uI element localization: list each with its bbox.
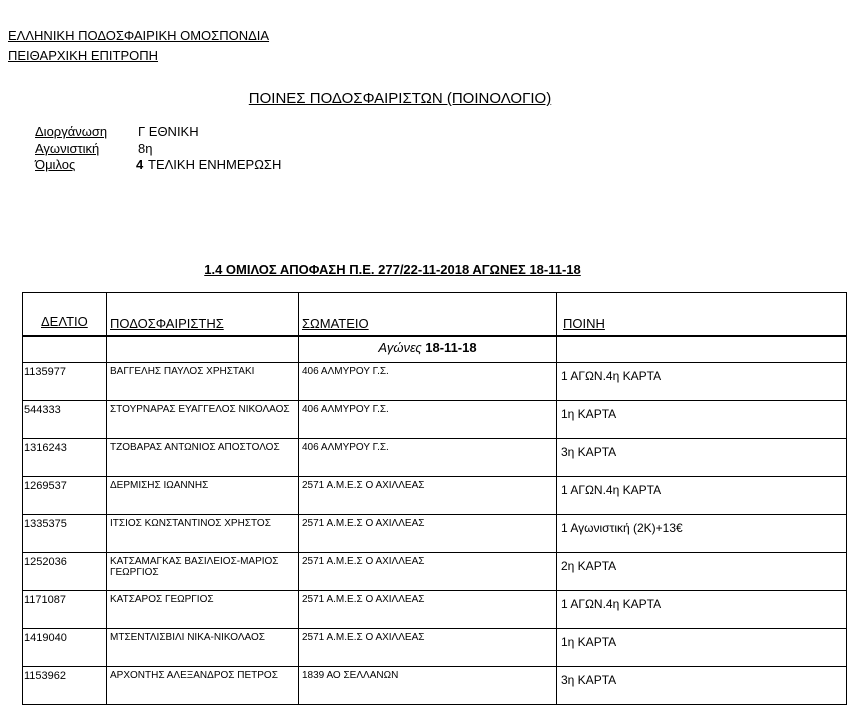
group-empty-cell	[23, 336, 107, 363]
group-number: 4	[136, 157, 144, 172]
player-name-cell: ΑΡΧΟΝΤΗΣ ΑΛΕΞΑΝΔΡΟΣ ΠΕΤΡΟΣ	[107, 667, 299, 705]
table-row	[23, 439, 847, 477]
penalty-cell: 1 ΑΓΩΝ.4η ΚΑΡΤΑ	[557, 591, 847, 629]
group-word: Αγώνες	[378, 340, 422, 355]
table-row	[23, 591, 847, 629]
penalty-cell: 3η ΚΑΡΤΑ	[557, 667, 847, 705]
player-name-cell: ΚΑΤΣΑΡΟΣ ΓΕΩΡΓΙΟΣ	[107, 591, 299, 629]
decision-heading: 1.4 ΟΜΙΛΟΣ ΑΠΟΦΑΣΗ Π.Ε. 277/22-11-2018 ΑΓΩΝΕΣ 18-11-18	[204, 262, 581, 277]
penalty-cell: 1 ΑΓΩΝ.4η ΚΑΡΤΑ	[557, 363, 847, 401]
round-label: Αγωνιστική	[35, 141, 100, 156]
group-empty-cell	[557, 336, 847, 363]
card-number-cell: 1419040	[23, 629, 107, 667]
player-name-cell: ΒΑΓΓΕΛΗΣ ΠΑΥΛΟΣ ΧΡΗΣΤΑΚΙ	[107, 363, 299, 401]
table-row	[23, 667, 847, 705]
column-header-player: ΠΟΔΟΣΦΑΙΡΙΣΤΗΣ	[107, 293, 299, 337]
card-number-cell: 1153962	[23, 667, 107, 705]
card-number-cell: 1252036	[23, 553, 107, 591]
table-header-row	[23, 293, 847, 337]
group-empty-cell	[107, 336, 299, 363]
page-title: ΠΟΙΝΕΣ ΠΟΔΟΣΦΑΙΡΙΣΤΩΝ (ΠΟΙΝΟΛΟΓΙΟ)	[248, 90, 552, 107]
column-header-club: ΣΩΜΑΤΕΙΟ	[299, 293, 557, 337]
penalty-cell: 3η ΚΑΡΤΑ	[557, 439, 847, 477]
card-number-cell: 1135977	[23, 363, 107, 401]
card-number-cell: 1335375	[23, 515, 107, 553]
group-value: ΤΕΛΙΚΗ ΕΝΗΜΕΡΩΣΗ	[148, 157, 282, 172]
player-name-cell: ΣΤΟΥΡΝΑΡΑΣ ΕΥΑΓΓΕΛΟΣ ΝΙΚΟΛΑΟΣ	[107, 401, 299, 439]
player-name-cell: ΔΕΡΜΙΣΗΣ ΙΩΑΝΝΗΣ	[107, 477, 299, 515]
table-row	[23, 515, 847, 553]
table-row	[23, 629, 847, 667]
table-row	[23, 553, 847, 591]
round-value: 8η	[138, 141, 153, 156]
penalty-cell: 1 ΑΓΩΝ.4η ΚΑΡΤΑ	[557, 477, 847, 515]
table-row	[23, 401, 847, 439]
card-number-cell: 1316243	[23, 439, 107, 477]
group-label: Όμιλος	[35, 157, 76, 172]
committee-name: ΠΕΙΘΑΡΧΙΚΗ ΕΠΙΤΡΟΠΗ	[8, 48, 159, 63]
group-row	[23, 336, 847, 363]
competition-value: Γ ΕΘΝΙΚΗ	[138, 124, 199, 139]
card-number-cell: 1171087	[23, 591, 107, 629]
federation-name: ΕΛΛΗΝΙΚΗ ΠΟΔΟΣΦΑΙΡΙΚΗ ΟΜΟΣΠΟΝΔΙΑ	[8, 28, 270, 43]
club-cell: 406 ΑΛΜΥΡΟΥ Γ.Σ.	[299, 401, 557, 439]
player-name-cell: ΤΖΟΒΑΡΑΣ ΑΝΤΩΝΙΟΣ ΑΠΟΣΤΟΛΟΣ	[107, 439, 299, 477]
club-cell: 2571 Α.Μ.Ε.Σ Ο ΑΧΙΛΛΕΑΣ	[299, 591, 557, 629]
column-header-penalty: ΠΟΙΝΗ	[557, 293, 847, 337]
penalty-cell: 1η ΚΑΡΤΑ	[557, 629, 847, 667]
competition-label: Διοργάνωση	[35, 124, 108, 139]
penalty-cell: 1η ΚΑΡΤΑ	[557, 401, 847, 439]
column-header-card: ΔΕΛΤΙΟ	[23, 293, 107, 337]
club-cell: 1839 ΑΟ ΣΕΛΛΑΝΩΝ	[299, 667, 557, 705]
club-cell: 2571 Α.Μ.Ε.Σ Ο ΑΧΙΛΛΕΑΣ	[299, 629, 557, 667]
table-row	[23, 363, 847, 401]
club-cell: 406 ΑΛΜΥΡΟΥ Γ.Σ.	[299, 439, 557, 477]
group-date: 18-11-18	[425, 340, 477, 355]
player-name-cell: ΜΤΣΕΝΤΛΙΣΒΙΛΙ ΝΙΚΑ-ΝΙΚΟΛΑΟΣ	[107, 629, 299, 667]
penalty-cell: 2η ΚΑΡΤΑ	[557, 553, 847, 591]
penalties-table	[22, 292, 847, 705]
card-number-cell: 1269537	[23, 477, 107, 515]
club-cell: 406 ΑΛΜΥΡΟΥ Γ.Σ.	[299, 363, 557, 401]
player-name-cell: ΙΤΣΙΟΣ ΚΩΝΣΤΑΝΤΙΝΟΣ ΧΡΗΣΤΟΣ	[107, 515, 299, 553]
club-cell: 2571 Α.Μ.Ε.Σ Ο ΑΧΙΛΛΕΑΣ	[299, 515, 557, 553]
penalty-cell: 1 Αγωνιστική (2Κ)+13€	[557, 515, 847, 553]
table-row	[23, 477, 847, 515]
group-label-cell	[299, 336, 557, 363]
club-cell: 2571 Α.Μ.Ε.Σ Ο ΑΧΙΛΛΕΑΣ	[299, 553, 557, 591]
card-number-cell: 544333	[23, 401, 107, 439]
player-name-cell: ΚΑΤΣΑΜΑΓΚΑΣ ΒΑΣΙΛΕΙΟΣ-ΜΑΡΙΟΣ ΓΕΩΡΓΙΟΣ	[107, 553, 299, 591]
club-cell: 2571 Α.Μ.Ε.Σ Ο ΑΧΙΛΛΕΑΣ	[299, 477, 557, 515]
